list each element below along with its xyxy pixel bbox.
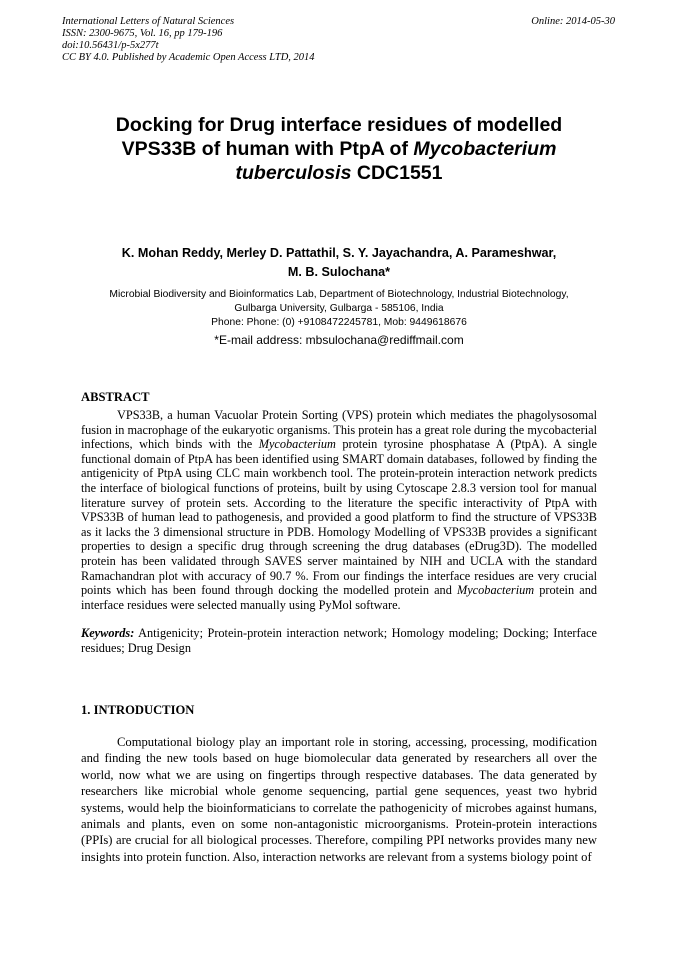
paper-title bbox=[70, 113, 608, 185]
introduction-heading: 1. INTRODUCTION bbox=[81, 703, 195, 717]
abstract-text-2: protein tyrosine phosphatase A (PtpA). A single functional domain of PtpA has been identified using SMART domain databases, followed by finding the antigenicity of PtpA using CLC main workbench tool. The protein-protein interaction network predicts the interface of biological functions of proteins, built by using Cytoscape 2.8.3 version tool for manual literature survey of protein sets. According to the literature the specific interactivity of PtpA with VPS33B of human lead to pathogenesis, and provided a good platform to find the structure of VPS33B as it lacks the 3 dimensional structure in PDB. Homology Modelling of VPS33B provides a significant properties to design a specific drug through screening the drug databases (eDrug3D). The modelled protein has been validated through SAVES server maintained by NIH and UCLA with the standard Ramachandran plot with accuracy of 90.7 %. From our findings the interface residues are very crucial points which has been found through docking the modelled protein and bbox=[81, 437, 597, 598]
authors-line-2: M. B. Sulochana* bbox=[287, 265, 391, 279]
keywords-colon: : bbox=[130, 626, 135, 640]
keywords-text: Antigenicity; Protein-protein interaction network; Homology modeling; Docking; Interface residues; Drug Design bbox=[81, 626, 597, 655]
introduction-body: Computational biology play an important role in storing, accessing, processing, modification and finding the new tools based on huge biomolecular data generated by researchers all over the world, now what we are using on fingertips through respective databases. The data generated by researchers like microbial whole genome sequencing, partial gene sequences, yeast two hybrid systems, would help the bioinformaticians to correlate the pathogenicity of microbes against humans, animals and plants, even on some non-antagonistic microorganisms. Protein-protein interactions (PPIs) are crucial for all biological processes. Therefore, compiling PPI networks provides many new insights into protein function. Also, interaction networks are relevant from a systems biology point of bbox=[81, 735, 597, 864]
corresponding-email[interactable]: *E-mail address: mbsulochana@rediffmail.com bbox=[214, 333, 464, 347]
title-line-3 bbox=[70, 161, 608, 185]
journal-doi[interactable]: doi:10.56431/p-5x277t bbox=[62, 40, 159, 51]
journal-header bbox=[62, 16, 315, 64]
journal-name: International Letters of Natural Sciences bbox=[62, 16, 235, 27]
title-line-2-text: VPS33B of human with PtpA of bbox=[121, 138, 414, 160]
abstract-italic-2: Mycobacterium bbox=[456, 583, 535, 598]
online-date: Online: 2014-05-30 bbox=[531, 16, 615, 27]
affiliation bbox=[70, 288, 608, 330]
title-line-3-italic: tuberculosis bbox=[235, 162, 352, 184]
affiliation-line-1: Microbial Biodiversity and Bioinformatics Lab, Department of Biotechnology, Industrial Biotechnology, bbox=[109, 289, 569, 300]
author-list bbox=[70, 244, 608, 282]
affiliation-line-3: Phone: Phone: (0) +9108472245781, Mob: 9449618676 bbox=[211, 317, 467, 328]
abstract-italic-1: Mycobacterium bbox=[258, 437, 336, 452]
title-line-3-text: CDC1551 bbox=[351, 162, 443, 184]
keywords bbox=[81, 626, 597, 655]
abstract-body bbox=[81, 408, 597, 612]
journal-license: CC BY 4.0. Published by Academic Open Access LTD, 2014 bbox=[62, 52, 315, 63]
authors-line-1: K. Mohan Reddy, Merley D. Pattathil, S. Y. Jayachandra, A. Parameshwar, bbox=[121, 246, 557, 260]
title-line-2 bbox=[70, 137, 608, 161]
title-line-2-italic: Mycobacterium bbox=[413, 138, 557, 160]
journal-issn: ISSN: 2300-9675, Vol. 16, pp 179-196 bbox=[62, 28, 223, 39]
abstract-text-3: protein and interface residues were selected manually using PyMol software. bbox=[81, 583, 597, 612]
abstract-text-1: VPS33B, a human Vacuolar Protein Sorting (VPS) protein which mediates the phagolysosomal fusion in macrophage of the eukaryotic organisms. This protein has a great role during the mycobacterial infections, which binds with the bbox=[81, 408, 597, 452]
abstract-heading: ABSTRACT bbox=[81, 390, 150, 404]
title-line-1: Docking for Drug interface residues of modelled bbox=[115, 114, 563, 136]
keywords-label: Keywords bbox=[81, 626, 131, 640]
affiliation-line-2: Gulbarga University, Gulbarga - 585106, India bbox=[234, 303, 444, 314]
